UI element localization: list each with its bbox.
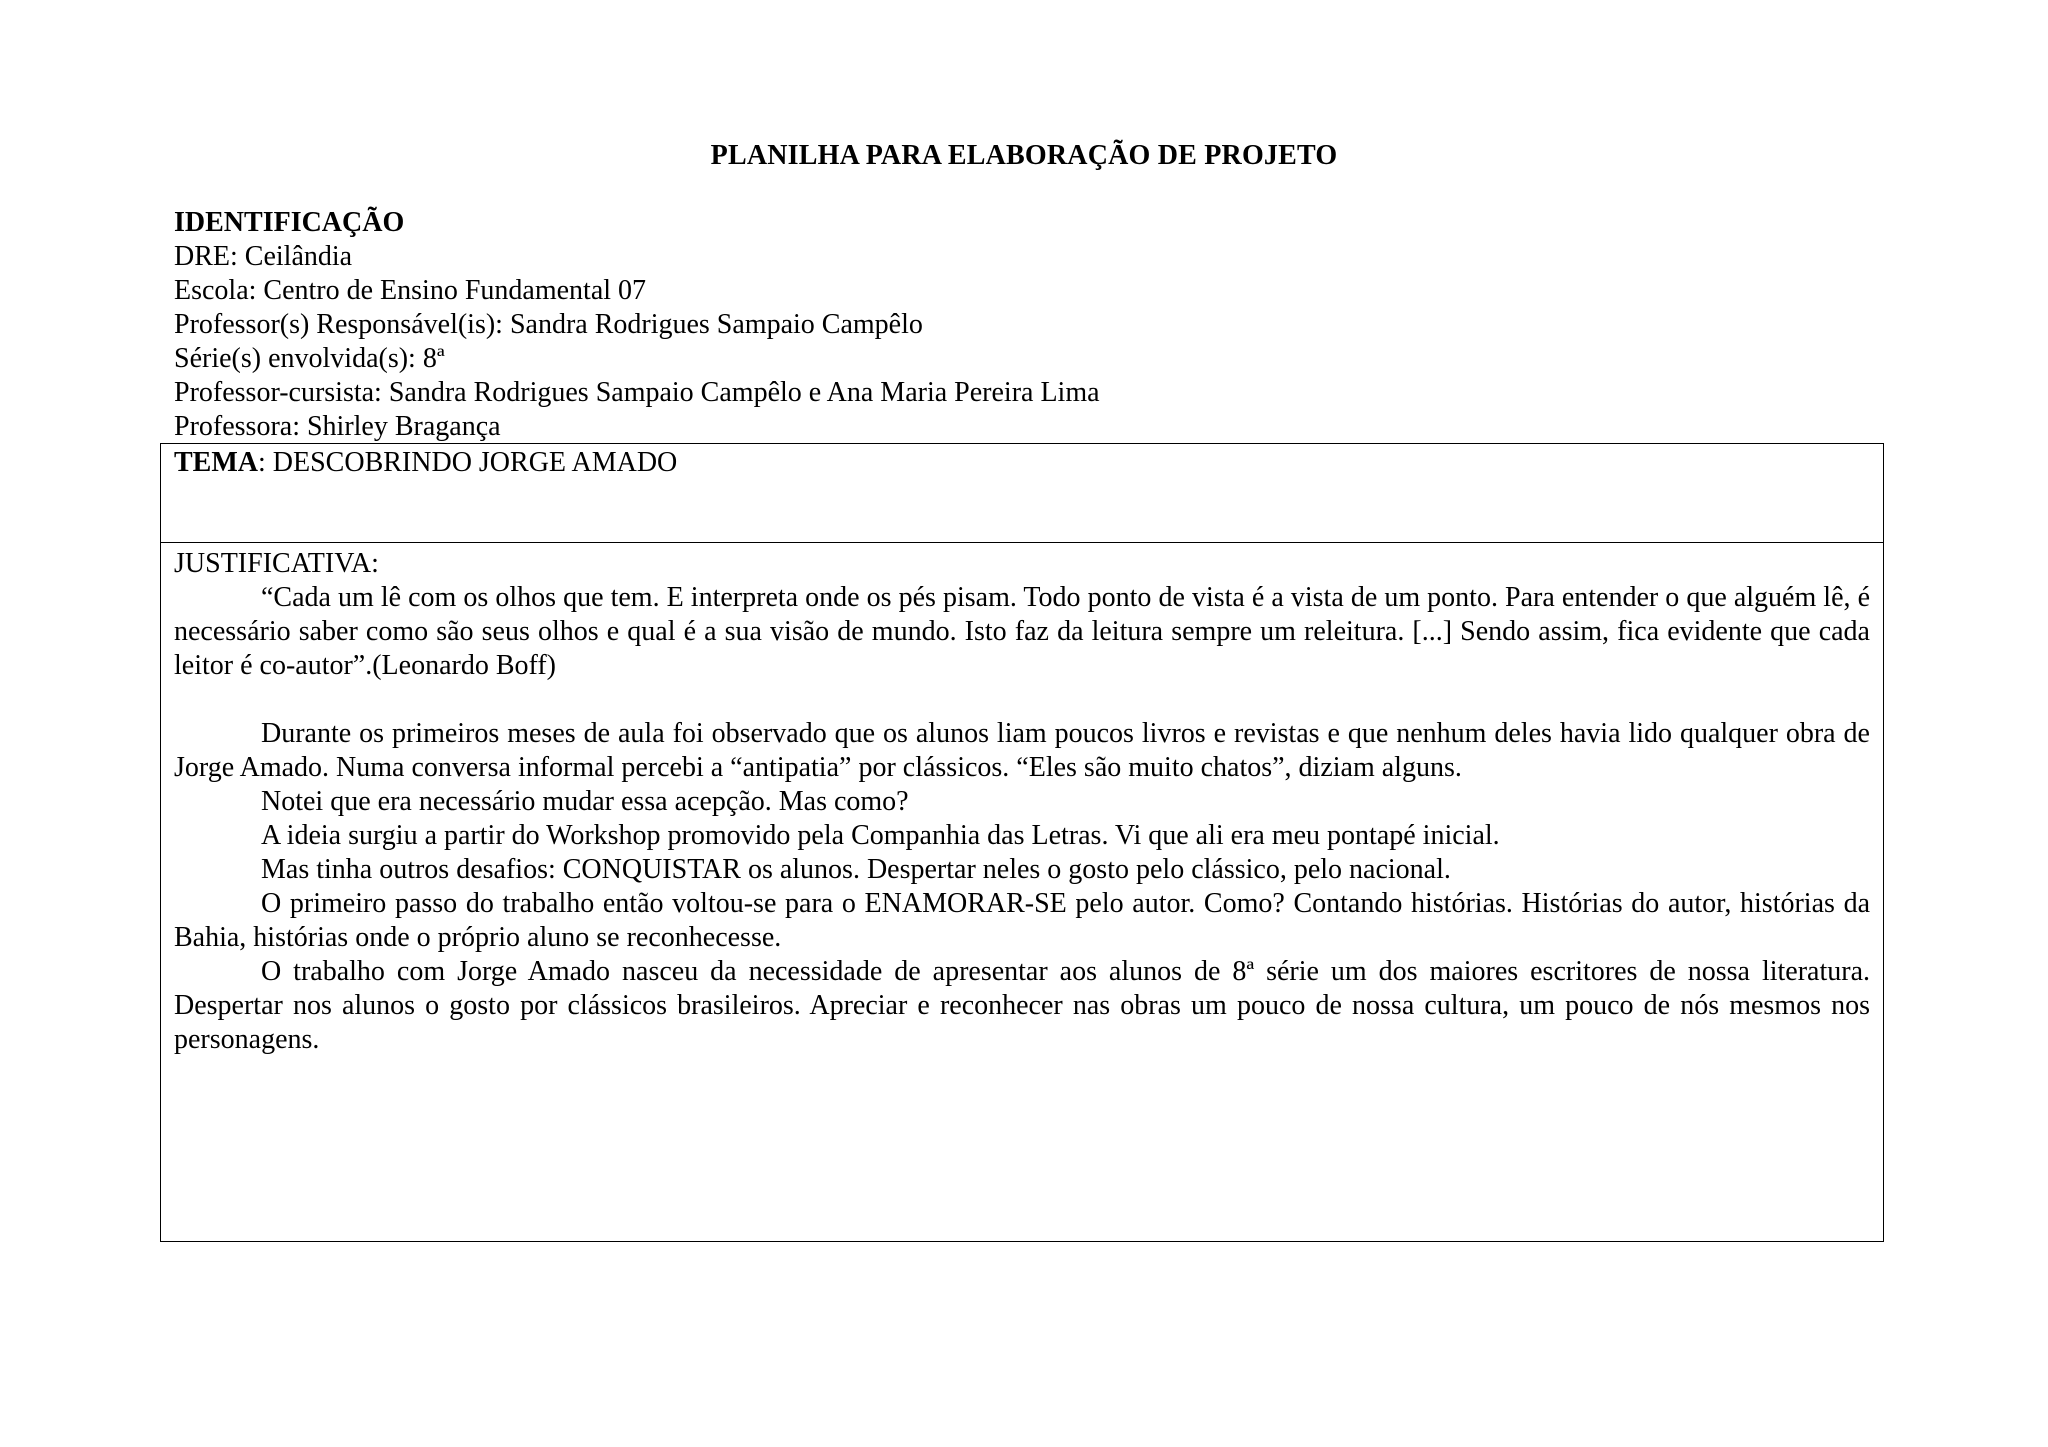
justificativa-paragraph: Durante os primeiros meses de aula foi observado que os alunos liam poucos livros e revistas e que nenhum deles havia lido qualquer obra de Jorge Amado. Numa conversa informal percebi a “antipatia” por clássicos. “Eles são muito chatos”, diziam alguns. [174, 718, 1870, 783]
tema-box [160, 443, 1884, 543]
tema-value: : DESCOBRINDO JORGE AMADO [258, 447, 678, 478]
document-title: PLANILHA PARA ELABORAÇÃO DE PROJETO [710, 140, 1338, 171]
justificativa-paragraph: A ideia surgiu a partir do Workshop promovido pela Companhia das Letras. Vi que ali era meu pontapé inicial. [261, 820, 1500, 851]
justificativa-paragraph: O trabalho com Jorge Amado nasceu da necessidade de apresentar aos alunos de 8ª série um dos maiores escritores de nossa literatura. Despertar nos alunos o gosto por clássicos brasileiros. Apreciar e reconhecer nas obras um pouco de nossa cultura, um pouco de nós mesmos nos personagens. [174, 956, 1870, 1055]
justificativa-quote: “Cada um lê com os olhos que tem. E interpreta onde os pés pisam. Todo ponto de vista é a vista de um ponto. Para entender o que alguém lê, é necessário saber como são seus olhos e qual é a sua visão de mundo. Isto faz da leitura sempre um releitura. [...] Sendo assim, fica evidente que cada leitor é co-autor”.(Leonardo Boff) [174, 582, 1870, 681]
professora-line: Professora: Shirley Bragança [174, 411, 501, 442]
escola-line: Escola: Centro de Ensino Fundamental 07 [174, 275, 647, 306]
justificativa-paragraph: O primeiro passo do trabalho então voltou-se para o ENAMORAR-SE pelo autor. Como? Contando histórias. Histórias do autor, histórias da Bahia, histórias onde o próprio aluno se reconhecesse. [174, 888, 1870, 953]
justificativa-paragraph: Mas tinha outros desafios: CONQUISTAR os alunos. Despertar neles o gosto pelo clássico, pelo nacional. [261, 854, 1451, 885]
dre-line: DRE: Ceilândia [174, 241, 353, 272]
professor-cursista-line: Professor-cursista: Sandra Rodrigues Sampaio Campêlo e Ana Maria Pereira Lima [174, 377, 1100, 408]
justificativa-paragraph: Notei que era necessário mudar essa acepção. Mas como? [261, 786, 909, 817]
serie-line: Série(s) envolvida(s): 8ª [174, 343, 445, 374]
tema-label: TEMA [174, 447, 258, 478]
justificativa-heading: JUSTIFICATIVA: [174, 548, 379, 579]
identificacao-section [174, 206, 1874, 444]
professor-responsavel-line: Professor(s) Responsável(is): Sandra Rodrigues Sampaio Campêlo [174, 309, 923, 340]
justificativa-box [160, 542, 1884, 1242]
identificacao-heading: IDENTIFICAÇÃO [174, 207, 405, 238]
paragraph-spacer [174, 683, 1870, 717]
